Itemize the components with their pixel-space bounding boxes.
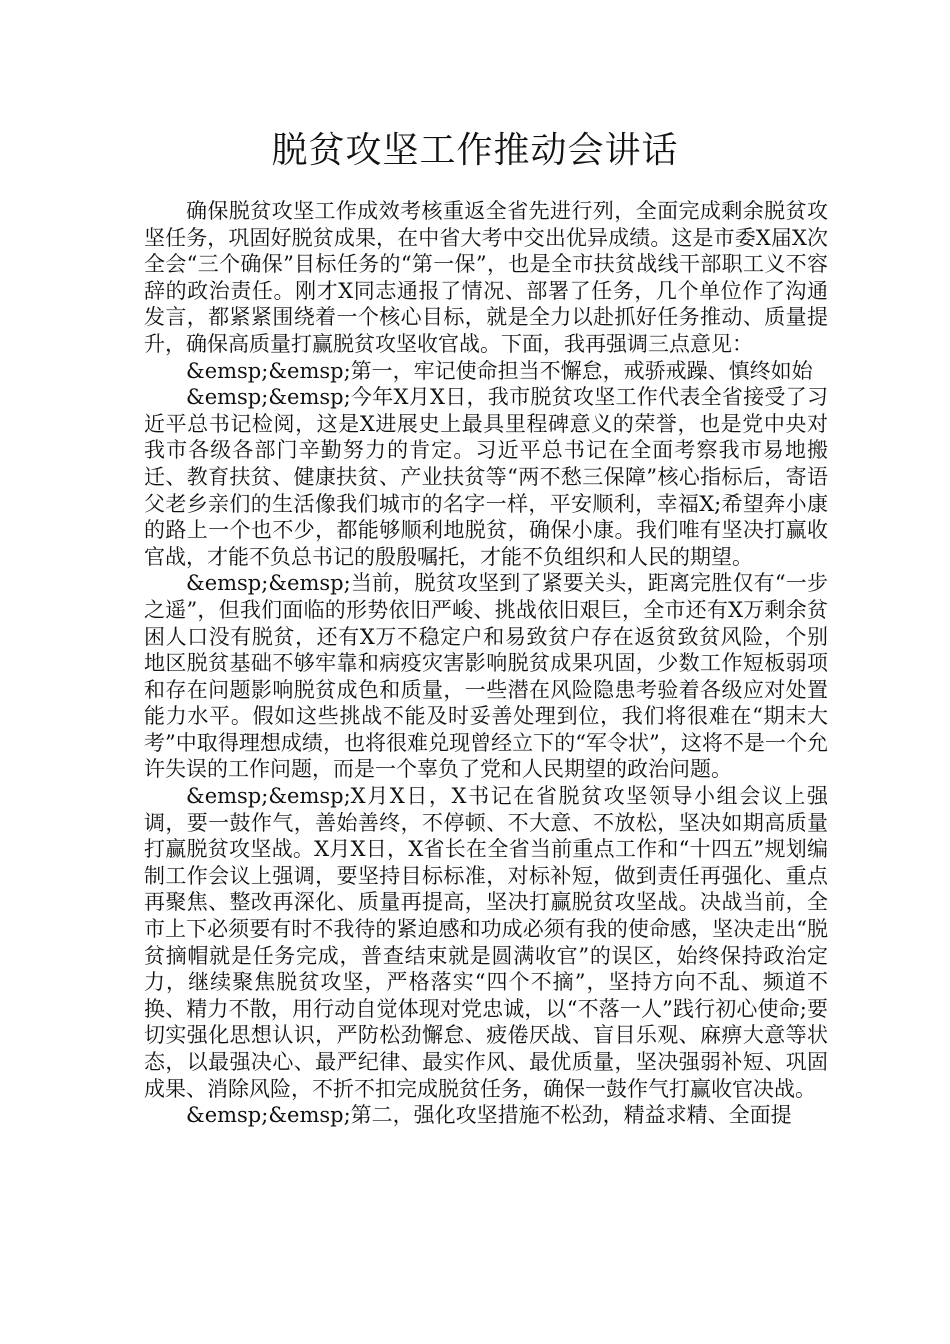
paragraph-provincial-requirements: &emsp;&emsp;X月X日，X书记在省脱贫攻坚领导小组会议上强调，要一鼓作气，善始善终，不停顿、不大意、不放松，坚决如期高质量打赢脱贫攻坚战。X月X日，X省长在全省当前重点工作和“十四五”规划编制工作会议上强调，要坚持目标标准，对标补短，做到责任再强化、重点再聚焦、整改再深化、质量再提高，坚决打赢脱贫攻坚战。决战当前，全市上下必须要有时不我待的紧迫感和功成必须有我的使命感，坚决走出“脱贫摘帽就是任务完成，普查结束就是圆满收官”的误区，始终保持政治定力，继续聚焦脱贫攻坚，严格落实“四个不摘”，坚持方向不乱、频道不换、精力不散，用行动自觉体现对党忠诚，以“不落一人”践行初心使命;要切实强化思想认识，严防松劲懈怠、疲倦厌战、盲目乐观、麻痹大意等状态，以最强决心、最严纪律、最实作风、最优质量，坚决强弱补短、巩固成果、消除风险，不折不扣完成脱贫任务，确保一鼓作气打赢收官决战。 xyxy=(144,784,828,1101)
paragraph-intro: 确保脱贫攻坚工作成效考核重返全省先进行列，全面完成剩余脱贫攻坚任务，巩固好脱贫成果，在中省大考中交出优异成绩。这是市委X届X次全会“三个确保”目标任务的“第一保”，也是全市扶贫战线干部职工义不容辞的政治责任。刚才X同志通报了情况、部署了任务，几个单位作了沟通发言，都紧紧围绕着一个核心目标，就是全力以赴抓好任务推动、质量提升，确保高质量打赢脱贫攻坚收官战。下面，我再强调三点意见： xyxy=(144,199,828,356)
document-body xyxy=(144,198,828,1129)
paragraph-heading-first: &emsp;&emsp;第一，牢记使命担当不懈怠，戒骄戒躁、慎终如始 xyxy=(186,358,813,383)
paragraph-heading-second: &emsp;&emsp;第二，强化攻坚措施不松劲，精益求精、全面提 xyxy=(186,1103,792,1128)
paragraph-inspection: &emsp;&emsp;今年X月X日，我市脱贫攻坚工作代表全省接受了习近平总书记检阅，这是X进展史上最具里程碑意义的荣誉，也是党中央对我市各级各部门辛勤努力的肯定。习近平总书记在全面考察我市易地搬迁、教育扶贫、健康扶贫、产业扶贫等“两不愁三保障”核心指标后，寄语父老乡亲们的生活像我们城市的名字一样，平安顺利，幸福X;希望奔小康的路上一个也不少，都能够顺利地脱贫，确保小康。我们唯有坚决打赢收官战，才能不负总书记的殷殷嘱托，才能不负组织和人民的期望。 xyxy=(144,385,828,569)
paragraph-current-situation: &emsp;&emsp;当前，脱贫攻坚到了紧要关头，距离完胜仅有“一步之遥”，但我们面临的形势依旧严峻、挑战依旧艰巨，全市还有X万剩余贫困人口没有脱贫，还有X万不稳定户和易致贫户存在返贫致贫风险，个别地区脱贫基础不够牢靠和病疫灾害影响脱贫成果巩固，少数工作短板弱项和存在问题影响脱贫成色和质量，一些潜在风险隐患考验着各级应对处置能力水平。假如这些挑战不能及时妥善处理到位，我们将很难在“期末大考”中取得理想成绩，也将很难兑现曾经立下的“军令状”，这将不是一个允许失误的工作问题，而是一个辜负了党和人民期望的政治问题。 xyxy=(144,571,828,782)
document-title: 脱贫攻坚工作推动会讲话 xyxy=(271,130,679,171)
